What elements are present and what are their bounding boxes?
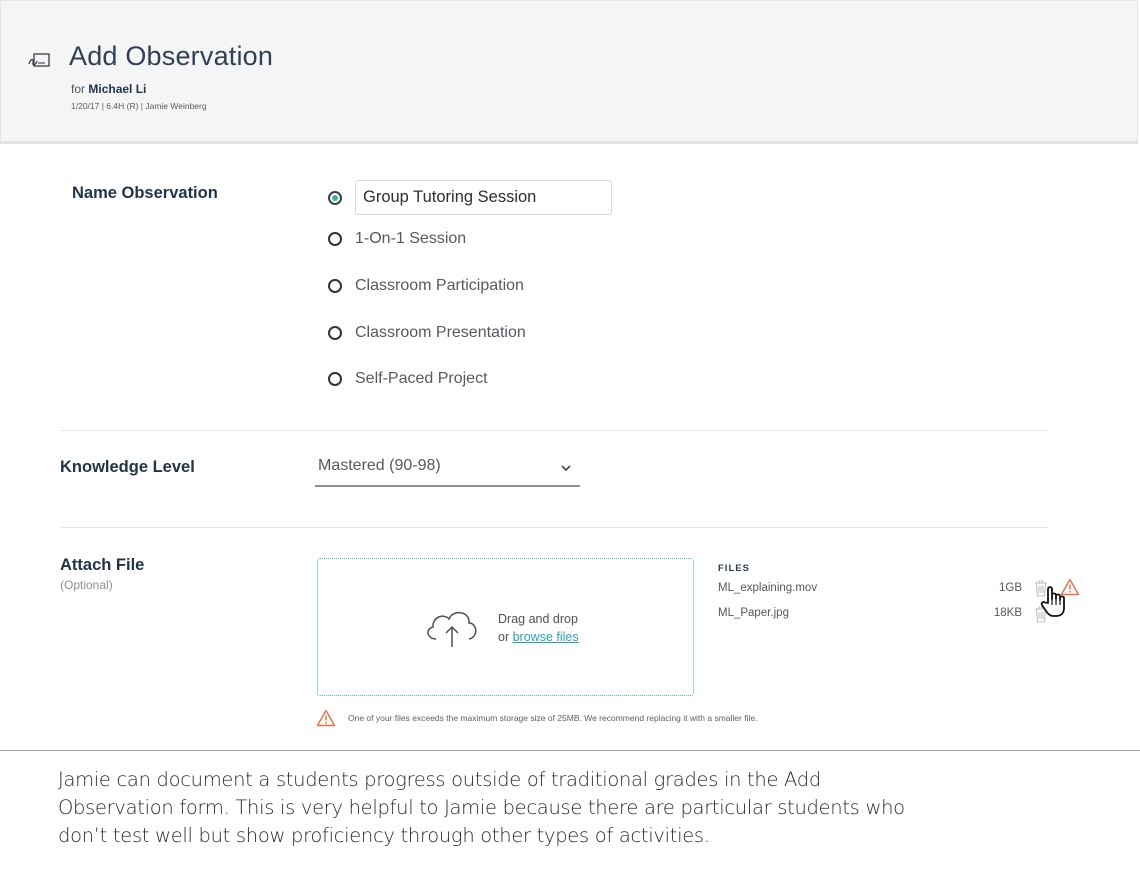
name-observation-label: Name Observation	[72, 184, 218, 202]
observation-meta: 1/20/17 | 6.4H (R) | Jamie Weinberg	[71, 101, 207, 111]
radio-label: Classroom Presentation	[355, 324, 526, 341]
browse-files-link[interactable]: browse files	[512, 630, 579, 644]
drag-drop-text: Drag and drop	[498, 612, 578, 626]
knowledge-level-value: Mastered (90-98)	[318, 457, 441, 474]
file-name: ML_explaining.mov	[718, 582, 818, 594]
knowledge-level-select[interactable]	[315, 450, 580, 487]
radio-option-1on1[interactable]	[328, 230, 466, 248]
chevron-down-icon	[560, 463, 572, 473]
browse-line	[498, 628, 579, 646]
radio-option-self-paced[interactable]	[328, 370, 488, 388]
radio-label: Self-Paced Project	[355, 370, 488, 387]
knowledge-level-label: Knowledge Level	[60, 458, 195, 476]
radio-button[interactable]	[328, 326, 342, 340]
optional-label: (Optional)	[60, 578, 113, 592]
radio-button-selected[interactable]	[328, 191, 342, 205]
observation-name-input[interactable]	[355, 180, 612, 215]
caption-divider	[0, 750, 1140, 751]
attach-file-label: Attach File	[60, 556, 145, 574]
observation-icon	[28, 52, 50, 68]
dropzone-text	[498, 610, 579, 646]
student-line	[71, 82, 146, 96]
page-title: Add Observation	[69, 41, 274, 71]
student-name: Michael Li	[88, 82, 147, 96]
radio-label: Classroom Participation	[355, 277, 524, 294]
for-prefix: for	[71, 82, 86, 96]
radio-button[interactable]	[328, 279, 342, 293]
or-text: or	[498, 630, 510, 644]
radio-button[interactable]	[328, 372, 342, 386]
page-header	[0, 0, 1138, 144]
section-divider	[60, 527, 1048, 528]
radio-option-classroom-presentation[interactable]	[328, 324, 526, 342]
radio-button[interactable]	[328, 232, 342, 246]
file-size: 1GB	[998, 582, 1022, 594]
file-dropzone[interactable]	[317, 558, 694, 696]
warning-icon	[316, 709, 336, 727]
hand-pointer-icon	[1039, 583, 1073, 619]
file-name: ML_Paper.jpg	[718, 607, 789, 619]
section-divider	[60, 430, 1048, 431]
files-header: FILES	[718, 563, 750, 574]
radio-label: 1-On-1 Session	[355, 230, 467, 247]
file-size: 18KB	[993, 607, 1022, 619]
caption-text: Jamie can document a students progress outside of traditional grades in the Add Observation form. This is very helpful to Jamie because there are particular students who don’t test well but show proficiency through other types of activities.	[58, 768, 905, 847]
cloud-upload-icon	[422, 603, 480, 649]
radio-option-group-tutoring[interactable]	[328, 180, 612, 215]
radio-option-classroom-participation[interactable]	[328, 277, 524, 295]
error-message: One of your files exceeds the maximum storage size of 25MB. We recommend replacing it with a smaller file.	[348, 713, 758, 723]
file-size-error	[316, 709, 757, 727]
